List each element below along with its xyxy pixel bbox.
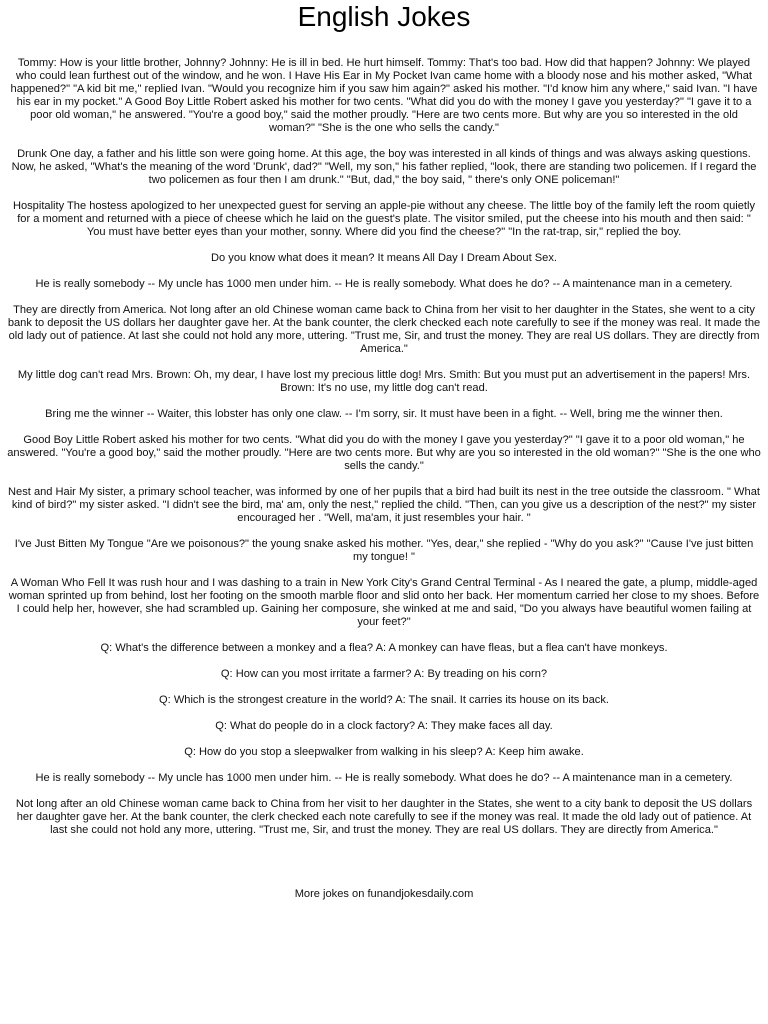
joke-paragraph: My little dog can't read Mrs. Brown: Oh, my dear, I have lost my precious little dog! Mrs. Smith: But you must put an advertisement in the papers! Mrs. Brown: It's no use, my little dog can't read. [17,369,751,394]
footer-text: More jokes on funandjokesdaily.com [294,888,474,900]
jokes-list [7,57,761,837]
joke-paragraph: A Woman Who Fell It was rush hour and I was dashing to a train in New York City's Grand Central Terminal - As I neared the gate, a plump, middle-aged woman sprinted up from behind, lost her footing on the smooth marble floor and slid onto her back. Her momentum carried her close to my shoes. Before I could help her, however, she had scrambled up. Gaining her composure, she winked at me and said, "Do you always have beautiful women failing at your feet?" [8,577,760,628]
joke-paragraph: Nest and Hair My sister, a primary school teacher, was informed by one of her pupils that a bird had built its nest in the tree outside the classroom. " What kind of bird?" my sister asked. "I didn't see the bird, ma' am, only the nest," replied the child. "Then, can you give us a description of the nest?" my sister encouraged her . "Well, ma'am, it just resembles your hair. " [8,486,760,524]
joke-paragraph: I've Just Bitten My Tongue "Are we poisonous?" the young snake asked his mother. "Yes, dear," she replied - "Why do you ask?" "Cause I've just bitten my tongue! " [14,538,754,563]
joke-paragraph: He is really somebody -- My uncle has 1000 men under him. -- He is really somebody. What does he do? -- A maintenance man in a cemetery. [35,278,733,290]
joke-paragraph: Bring me the winner -- Waiter, this lobster has only one claw. -- I'm sorry, sir. It must have been in a fight. -- Well, bring me the winner then. [45,408,723,420]
joke-paragraph: Q: How do you stop a sleepwalker from walking in his sleep? A: Keep him awake. [184,746,584,758]
joke-paragraph: Q: What's the difference between a monkey and a flea? A: A monkey can have fleas, but a flea can't have monkeys. [100,642,668,654]
joke-paragraph: Q: Which is the strongest creature in the world? A: The snail. It carries its house on its back. [159,694,609,706]
joke-paragraph: Drunk One day, a father and his little son were going home. At this age, the boy was interested in all kinds of things and was always asking questions. Now, he asked, "What's the meaning of the word 'Drunk', dad?" "Well, my son," his father replied, "look, there are standing two policemen. If I regard the two policemen as four then I am drunk." "But, dad," the boy said, " there's only ONE policeman!" [11,148,757,186]
joke-paragraph: Good Boy Little Robert asked his mother for two cents. "What did you do with the money I gave you yesterday?" "I gave it to a poor old woman," he answered. "You're a good boy," said the mother proudly. "Here are two cents more. But why are you so interested in the old woman?" "She is the one who sells the candy." [7,434,761,472]
joke-paragraph: Q: How can you most irritate a farmer? A: By treading on his corn? [220,668,548,680]
joke-paragraph: He is really somebody -- My uncle has 1000 men under him. -- He is really somebody. What does he do? -- A maintenance man in a cemetery. [35,772,733,784]
joke-paragraph: Do you know what does it mean? It means All Day I Dream About Sex. [211,252,557,264]
joke-paragraph: Hospitality The hostess apologized to her unexpected guest for serving an apple-pie without any cheese. The little boy of the family left the room quietly for a moment and returned with a piece of cheese which he laid on the guest's plate. The visitor smiled, put the cheese into his mouth and then said: " You must have better eyes than your mother, sonny. Where did you find the cheese?" "In the rat-trap, sir," replied the boy. [12,200,756,238]
joke-paragraph: Q: What do people do in a clock factory? A: They make faces all day. [215,720,553,732]
joke-paragraph: Tommy: How is your little brother, Johnny? Johnny: He is ill in bed. He hurt himself. Tommy: That's too bad. How did that happen? Johnny: We played who could lean furthest out of the window, and he won. I Have His Ear in My Pocket Ivan came home with a bloody nose and his mother asked, "What happened?" "A kid bit me," replied Ivan. "Would you recognize him if you saw him again?" asked his mother. "I'd know him any where," said Ivan. "I have his ear in my pocket." A Good Boy Little Robert asked his mother for two cents. "What did you do with the money I gave you yesterday?" "I gave it to a poor old woman," he answered. "You're a good boy," said the mother proudly. "Here are two cents more. But why are you so interested in the old woman?" "She is the one who sells the candy." [10,57,758,134]
page-title: English Jokes [297,1,471,32]
joke-paragraph: They are directly from America. Not long after an old Chinese woman came back to China from her visit to her daughter in the States, she went to a city bank to deposit the US dollars her daughter gave her. At the bank counter, the clerk checked each note carefully to see if the money was real. It made the old lady out of patience. At last she could not hold any more, uttering. "Trust me, Sir, and trust the money. They are real US dollars. They are directly from America." [7,304,761,355]
joke-paragraph: Not long after an old Chinese woman came back to China from her visit to her daughter in the States, she went to a city bank to deposit the US dollars her daughter gave her. At the bank counter, the clerk checked each note carefully to see if the money was real. It made the old lady out of patience. At last she could not hold any more, uttering. "Trust me, Sir, and trust the money. They are real US dollars. They are directly from America." [15,798,753,836]
